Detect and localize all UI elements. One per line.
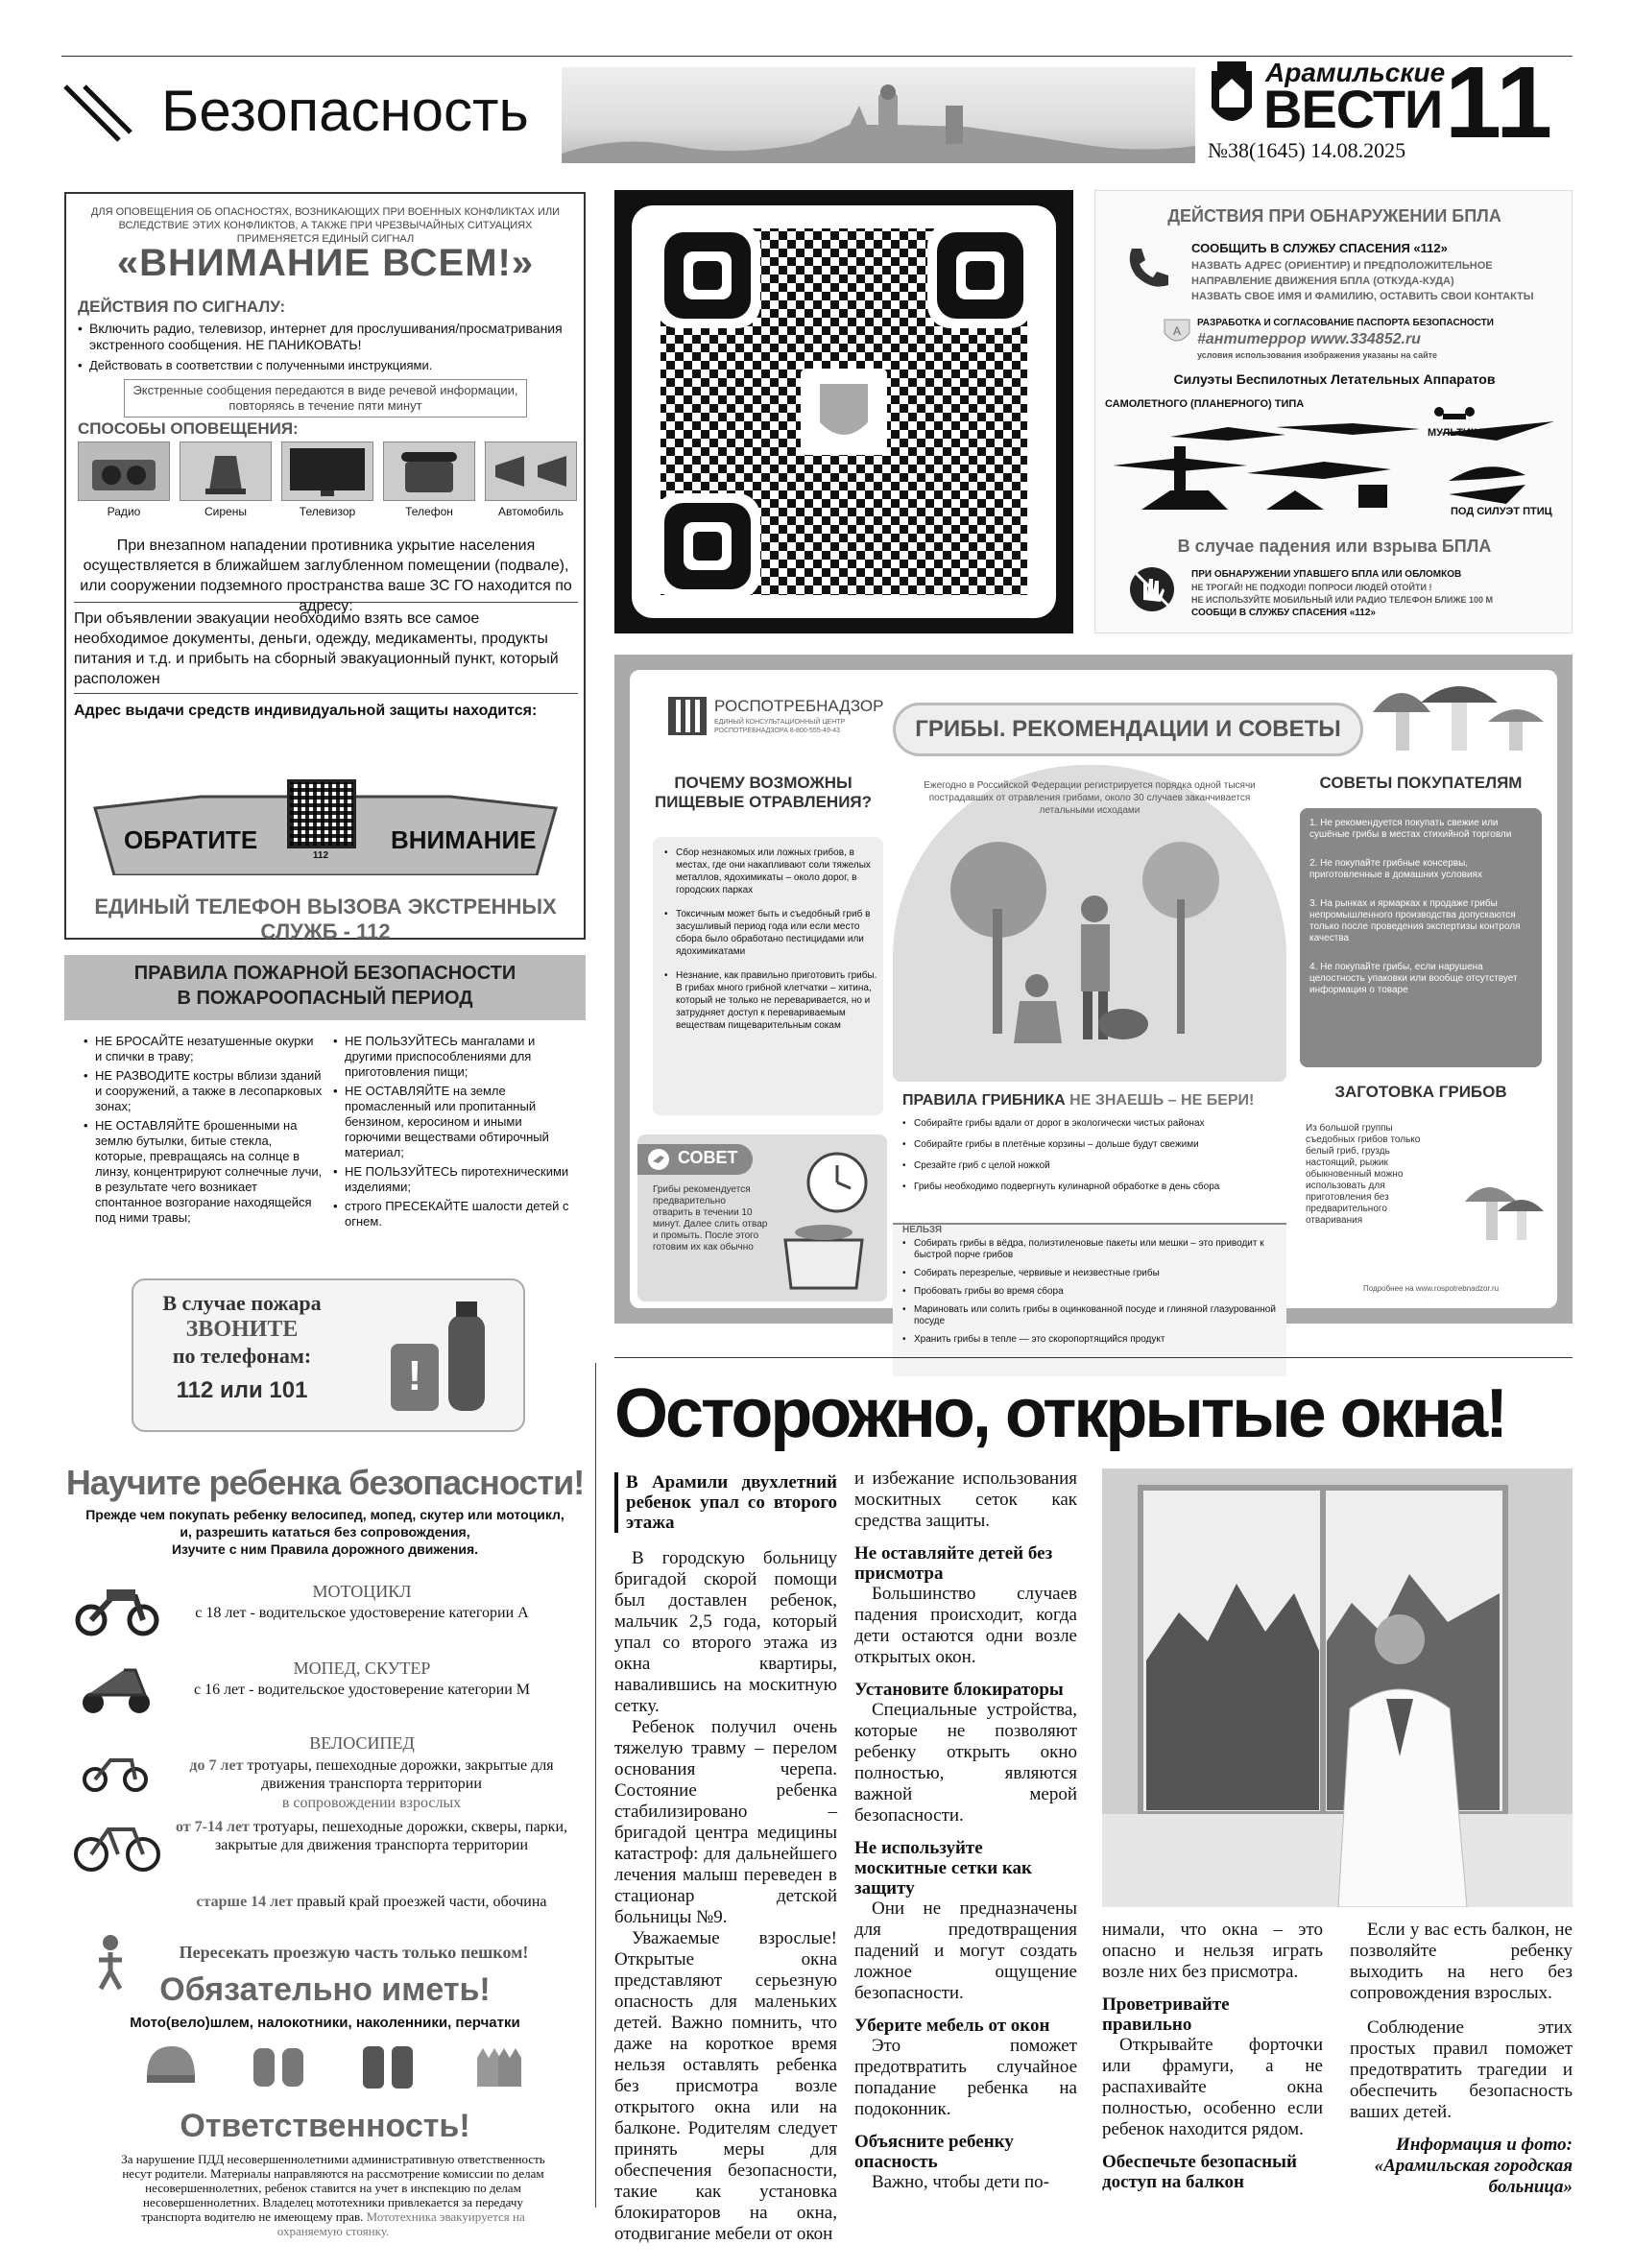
cooking-pot-icon: [774, 1144, 879, 1298]
brand-logo-emblem: [1208, 61, 1256, 136]
shelter-text: При внезапном нападении противника укрытие населения осуществляется в ближайшем заглубленном помещении (подвале), или сооружении подземного пространства ваше ЗС ГО находится по адресу:: [80, 537, 572, 614]
moped-text: с 16 лет - водительское удостоверение категории М: [193, 1682, 531, 1698]
article-photo: [1102, 1468, 1573, 1907]
boletus-icon: [1459, 1173, 1546, 1250]
fire-call-3: по телефонам:: [172, 1344, 312, 1368]
helmet-icon: [141, 2039, 199, 2100]
issue-number: №38(1645) 14.08.2025: [1208, 138, 1406, 162]
bike-rule-1: до 7 лет тротуары, пешеходные дорожки, закрытые для движения транспорта территории: [189, 1757, 554, 1792]
fall-3: НЕ ИСПОЛЬЗУЙТЕ МОБИЛЬНЫЙ ИЛИ РАДИО ТЕЛЕФОН БЛИЖЕ 100 М: [1191, 595, 1493, 605]
bike-rule-1-note: в сопровождении взрослых: [281, 1795, 462, 1811]
action-item: • Действовать в соответствии с полученными инструкциями.: [78, 357, 567, 373]
attention-right: ВНИМАНИЕ: [391, 825, 537, 854]
kids-title: Научите ребенка безопасности!: [65, 1463, 585, 1502]
tv-icon: [281, 442, 373, 501]
prep-heading: ЗАГОТОВКА ГРИБОВ: [1334, 1083, 1507, 1101]
silhouettes-heading: Силуэты Беспилотных Летательных Аппаратов: [1173, 371, 1496, 387]
kids-intro-2: и, разрешить кататься без сопровождения,: [180, 1524, 470, 1540]
drone-call-1: НАЗВАТЬ АДРЕС (ОРИЕНТИР) И ПРЕДПОЛОЖИТЕЛЬНОЕ: [1191, 260, 1493, 272]
must-text: Мото(вело)шлем, налокотники, наколенники, перчатки: [130, 2015, 520, 2031]
multicopter-label: МУЛЬТИКОПТЕР: [1428, 427, 1514, 439]
fire-title-2: В ПОЖАРООПАСНЫЙ ПЕРИОД: [177, 988, 473, 1009]
evac-text: При объявлении эвакуации необходимо взять все самое необходимое документы, деньги, одежду, медикаменты, продукты питания и т.д. и прибыть на сборный эвакуационный пункт, который расположен: [74, 610, 559, 687]
mush-title: ГРИБЫ. РЕКОМЕНДАЦИИ И СОВЕТЫ: [915, 716, 1341, 742]
alert-title: «ВНИМАНИЕ ВСЕМ!»: [116, 242, 535, 284]
fall-heading: В случае падения или взрыва БПЛА: [1177, 537, 1492, 556]
qr-112: 112: [312, 850, 329, 861]
phone-method: Телефон: [383, 442, 475, 526]
alert-intro: ДЛЯ ОПОВЕЩЕНИЯ ОБ ОПАСНОСТЯХ, ВОЗНИКАЮЩИХ ПРИ ВОЕННЫХ КОНФЛИКТАХ ИЛИ ВСЛЕДСТВИЕ ЭТИХ КОНФЛИКТОВ, А ТАКЖЕ ПРИ ЧРЕЗВЫЧАЙНЫХ СИТУАЦИЯХ ПРИМЕНЯЕТСЯ ЕДИНЫЙ СИГНАЛ: [90, 206, 561, 245]
fire-call-2: ЗВОНИТЕ: [185, 1317, 299, 1342]
drone-title: ДЕЙСТВИЯ ПРИ ОБНАРУЖЕНИИ БПЛА: [1167, 206, 1501, 226]
bike-rule-3: старше 14 лет правый край проезжей части, обочина: [196, 1894, 547, 1910]
methods-heading: СПОСОБЫ ОПОВЕЩЕНИЯ:: [78, 419, 299, 438]
mush-stat: Ежегодно в Российской Федерации регистрируется порядка одной тысячи пострадавших от отравления грибами, около 30 случаев заканчивается летальными исходами: [924, 780, 1256, 816]
radio-icon: [78, 442, 170, 501]
qr-code-large[interactable]: [632, 205, 1056, 618]
rpn-qr-icon: [668, 697, 707, 735]
article-title: Осторожно, открытые окна!: [614, 1375, 1506, 1452]
drone-call-3: НАЗВАТЬ СВОЕ ИМЯ И ФАМИЛИЮ, ОСТАВИТЬ СВОИ КОНТАКТЫ: [1191, 291, 1534, 302]
elbow-pads-icon: [250, 2039, 307, 2100]
car-method: Автомобиль: [485, 442, 577, 526]
actions-heading: ДЕЙСТВИЯ ПО СИГНАЛУ:: [78, 298, 286, 316]
kids-safety: [64, 1463, 586, 2238]
knee-pads-icon: [359, 2039, 417, 2100]
sizo-text: Адрес выдачи средств индивидуальной защиты находится:: [74, 703, 538, 719]
mushroom-infographic: [614, 655, 1573, 1345]
kids-intro-3: Изучите с ним Правила дорожного движения.: [171, 1541, 479, 1557]
brand-main: ВЕСТИ: [1263, 79, 1443, 139]
fall-4: СООБЩИ В СЛУЖБУ СПАСЕНИЯ «112»: [1191, 608, 1376, 618]
fire-numbers: 112 или 101: [176, 1377, 308, 1403]
article-col1: В городскую больницу бригадой скорой помощи был доставлен ребенок, мальчик 2,5 года, который упал со второго этажа из окна квартиры, навалившись на москитную сетку. Ребенок получил очень тяжелую травму – перелом основания черепа. Состояние ребенка стабилизировано – бригадой центра медицины катастроф: для дальнейшего лечения малыш переведен в стационар детской больницы №9. Уважаемые взрослые! Открытые окна представляют серьезную опасность для маленьких детей. Важно помнить, что даже на короткое время нельзя оставлять ребенка без присмотра возле открытого окна или на балконе. Родителям следует принять меры для обеспечения безопасности, такие как установка блокираторов на окна, отодвигание мебели от окон: [614, 1548, 837, 2244]
bike-heading: ВЕЛОСИПЕД: [309, 1733, 415, 1753]
motorcycle-icon: [74, 1570, 160, 1637]
fall-1: ПРИ ОБНАРУЖЕНИИ УПАВШЕГО БПЛА ИЛИ ОБЛОМКОВ: [1191, 569, 1462, 580]
attention-left: ОБРАТИТЕ: [124, 825, 258, 854]
shield-badge-icon: [1163, 316, 1191, 348]
phone-icon: [383, 442, 475, 501]
section-title: Безопасность: [161, 79, 529, 143]
fall-2: НЕ ТРОГАЙ! НЕ ПОДХОДИ! ПОПРОСИ ЛЮДЕЙ ОТОЙТИ !: [1191, 583, 1432, 592]
qr-panel: [614, 190, 1073, 633]
moped-heading: МОПЕД, СКУТЕР: [293, 1659, 431, 1678]
radio-method: Радио: [78, 442, 170, 526]
moto-text: с 18 лет - водительское удостоверение категории А: [195, 1605, 529, 1621]
repeat-note: Экстренные сообщения передаются в виде речевой информации, повторяясь в течение пяти минут: [124, 379, 527, 418]
article-col3: нимали, что окна – это опасно и нельзя играть возле них без присмотра. Проветривайте правильно Открывайте форточки или фрамуги, а не распахивайте окна полностью, особенно если ребенок находится рядом. Обеспечьте безопасный доступ на балкон: [1102, 1920, 1323, 2192]
walk-note: Пересекать проезжую часть только пешком!: [179, 1943, 529, 1962]
svg-text:A: A: [1172, 324, 1182, 338]
methods-row: [78, 442, 577, 526]
advice-text: Грибы рекомендуется предварительно отварить в течении 10 минут. Далее слить отвар и промыть. После этого готовим их как обычно: [653, 1184, 768, 1253]
fire-rules: [64, 955, 586, 1447]
svg-text:!: !: [407, 1352, 422, 1399]
mushrooms-icon: [1363, 674, 1546, 770]
fire-right-list: • НЕ ПОЛЬЗУЙТЕСЬ мангалами и другими приспособлениями для приготовления пищи; • НЕ ОСТАВЛЯЙТЕ на земле промасленный или пропитанный бензином, керосином и иными горючими веществами обтирочный материал; • НЕ ПОЛЬЗУЙТЕСЬ пиротехническими изделиями; • строго ПРЕСЕКАЙТЕ шалости детей с огнем.: [333, 1034, 573, 1229]
rpn-org-sub: ЕДИНЫЙ КОНСУЛЬТАЦИОННЫЙ ЦЕНТР РОСПОТРЕБНАДЗОРА 8-800-555-49-43: [714, 719, 846, 734]
kids-intro-1: Прежде чем покупать ребенку велосипед, мопед, скутер или мотоцикл,: [85, 1507, 564, 1522]
fire-title-1: ПРАВИЛА ПОЖАРНОЙ БЕЗОПАСНОСТИ: [133, 963, 516, 984]
prep-text: Из большой группы съедобных грибов только белый гриб, груздь настоящий, рыжик обыкновенный можно использовать для приготовления без предварительного отваривания: [1306, 1123, 1421, 1226]
drone-call-2: НАПРАВЛЕНИЕ ДВИЖЕНИЯ БПЛА (ОТКУДА-КУДА): [1191, 275, 1454, 287]
town-skyline-image: [562, 67, 1195, 163]
hand-icon: [647, 1148, 670, 1171]
no-list: • Собирать грибы в вёдра, полиэтиленовые пакеты или мешки – это приводит к быстрой порче грибов • Собирать перезрелые, червивые и неизвестные грибы • Пробовать грибы во время сбора • Мариновать или солить грибы в оцинкованной посуде и глиняной глазурованной посуде • Хранить грибы в тепле — это скоропортящийся продукт: [902, 1238, 1277, 1346]
mush-source: Подробнее на www.rospotrebnadzor.ru: [1363, 1284, 1500, 1293]
why-heading: ПОЧЕМУ ВОЗМОЖНЫ ПИЩЕВЫЕ ОТРАВЛЕНИЯ?: [654, 774, 873, 811]
advice-heading: СОВЕТ: [678, 1148, 738, 1167]
attention-banner: [85, 770, 565, 875]
drone-poster: [1094, 190, 1573, 633]
rules-heading: ПРАВИЛА ГРИБНИКА НЕ ЗНАЕШЬ – НЕ БЕРИ!: [902, 1092, 1255, 1109]
fire-call-1: В случае пожара: [162, 1291, 322, 1315]
loudspeaker-icon: [485, 442, 577, 501]
bird-label: ПОД СИЛУЭТ ПТИЦ: [1451, 506, 1552, 517]
extinguisher-icon: [362, 1286, 516, 1420]
bike-rule-2: от 7-14 лет тротуары, пешеходные дорожки, скверы, парки, закрытые для движения транспорта территории: [176, 1819, 567, 1853]
gear-items-row: [141, 2039, 525, 2100]
why-list: • Сбор незнакомых или ложных грибов, в местах, где они накапливают соли тяжелых металлов, ядохимикаты – около дорог, в городских парках • Токсичным может быть и съедобный гриб в засушливый период года или если место сбора было обработано пестицидами или ядохимикатами • Незнание, как правильно приготовить грибы. В грибах много грибной клетчатки – хитина, который не только не переваривается, но и затрудняет доступ к перевариваемым веществам пищеварительным сокам: [664, 847, 877, 1032]
drone-tag: #антитеррор www.334852.ru: [1197, 331, 1421, 347]
qr-code-small: [287, 779, 356, 848]
tv-method: Телевизор: [281, 442, 373, 526]
article-col2: и избежание использования москитных сеток как средства защиты. Не оставляйте детей без присмотра Большинство случаев падения происходит, когда дети остаются одни возле открытых окон. Установите блокираторы Специальные устройства, которые не позволяют ребенку открыть окно полностью, являются важной мерой безопасности. Не используйте москитные сетки как защиту Они не предназначены для предотвращения падений и могут создать ложное ощущение безопасности. Уберите мебель от окон Это поможет предотвратить случайное попадание ребенка на подоконник. Объясните ребенку опасность Важно, чтобы дети по-: [854, 1468, 1077, 2192]
page-number: 11: [1445, 46, 1553, 159]
rpn-org: РОСПОТРЕБНАДЗОР: [714, 697, 884, 715]
section-slashes-icon: [63, 84, 132, 142]
siren-method: Сирены: [180, 442, 272, 526]
drone-silhouettes: [1103, 398, 1564, 513]
alert-poster: [64, 192, 586, 943]
responsibility-text: За нарушение ПДД несовершеннолетними административную ответственность несут родители. Материалы направляются на рассмотрение комиссии по делам несовершеннолетних, ребенок ставится на учет в инспекцию по делам несовершеннолетних. Владелец мототехники привлекается за передачу транспорта водителю не имеющему прав. Мототехника эвакуируется на охраняемую стоянку.: [121, 2152, 545, 2238]
moto-heading: МОТОЦИКЛ: [312, 1582, 412, 1601]
actions-list: [78, 321, 567, 373]
no-heading: НЕЛЬЗЯ: [902, 1225, 943, 1235]
responsibility-heading: Ответственность!: [180, 2108, 470, 2144]
adult-bike-icon: [74, 1808, 160, 1875]
drone-dev: РАЗРАБОТКА И СОГЛАСОВАНИЕ ПАСПОРТА БЕЗОПАСНОСТИ: [1197, 318, 1494, 328]
buy-heading: СОВЕТЫ ПОКУПАТЕЛЯМ: [1319, 774, 1523, 792]
plane-type-label: САМОЛЕТНОГО (ПЛАНЕРНОГО) ТИПА: [1105, 398, 1305, 410]
brand-top: Арамильские: [1265, 58, 1446, 87]
must-heading: Обязательно иметь!: [159, 1971, 491, 2008]
rules-list: • Собирайте грибы вдали от дорог в экологически чистых районах • Собирайте грибы в плетёные корзины – дольше будут свежими • Срезайте гриб с целой ножкой • Грибы необходимо подвергнуть кулинарной обработке в день сбора: [902, 1117, 1286, 1193]
kids-bike-icon: [82, 1737, 149, 1795]
drone-note: условия использования изображения указаны на сайте: [1197, 350, 1438, 360]
siren-icon: [180, 442, 272, 501]
action-item: • Включить радио, телевизор, интернет для прослушивания/просматривания экстренного сообщения. НЕ ПАНИКОВАТЬ!: [78, 321, 567, 353]
emergency-phone: ЕДИНЫЙ ТЕЛЕФОН ВЫЗОВА ЭКСТРЕННЫХ СЛУЖБ - 112: [94, 895, 557, 943]
article-col4: Если у вас есть балкон, не позволяйте ребенку выходить на него без сопровождения взрослых. Соблюдение этих простых правил поможет предотвратить трагедии и обеспечить безопасность ваших детей. Информация и фото: «Арамильская городская больница»: [1350, 1920, 1573, 2197]
buy-list: 1. Не рекомендуется покупать свежие или сушёные грибы в местах стихийной торговли 2. Не покупайте грибные консервы, приготовленные в домашних условиях 3. На рынках и ярмарках к продаже грибы непромышленного производства допускаются только после проведения экспертизы контроля качества 4. Не покупайте грибы, если нарушена целостность упаковки или вообще отсутствует информация о товаре: [1309, 818, 1521, 995]
article-lead: В Арамили двухлетний ребенок упал со второго этажа: [614, 1472, 837, 1533]
fire-left-list: • НЕ БРОСАЙТЕ незатушенные окурки и спички в траву; • НЕ РАЗВОДИТЕ костры вблизи зданий и сооружений, а также в лесопарковых зонах; • НЕ ОСТАВЛЯЙТЕ брошенными на землю бутылки, битые стекла, которые, превращаясь на солнце в линзу, концентрируют солнечные лучи, в результате чего возникает спонтанное возгорание находящейся под ними травы;: [84, 1034, 324, 1226]
phone-call-icon: [1122, 243, 1172, 293]
stop-hand-icon: [1128, 565, 1176, 613]
gloves-icon: [468, 2039, 525, 2100]
drone-call-heading: СООБЩИТЬ В СЛУЖБУ СПАСЕНИЯ «112»: [1191, 241, 1448, 255]
